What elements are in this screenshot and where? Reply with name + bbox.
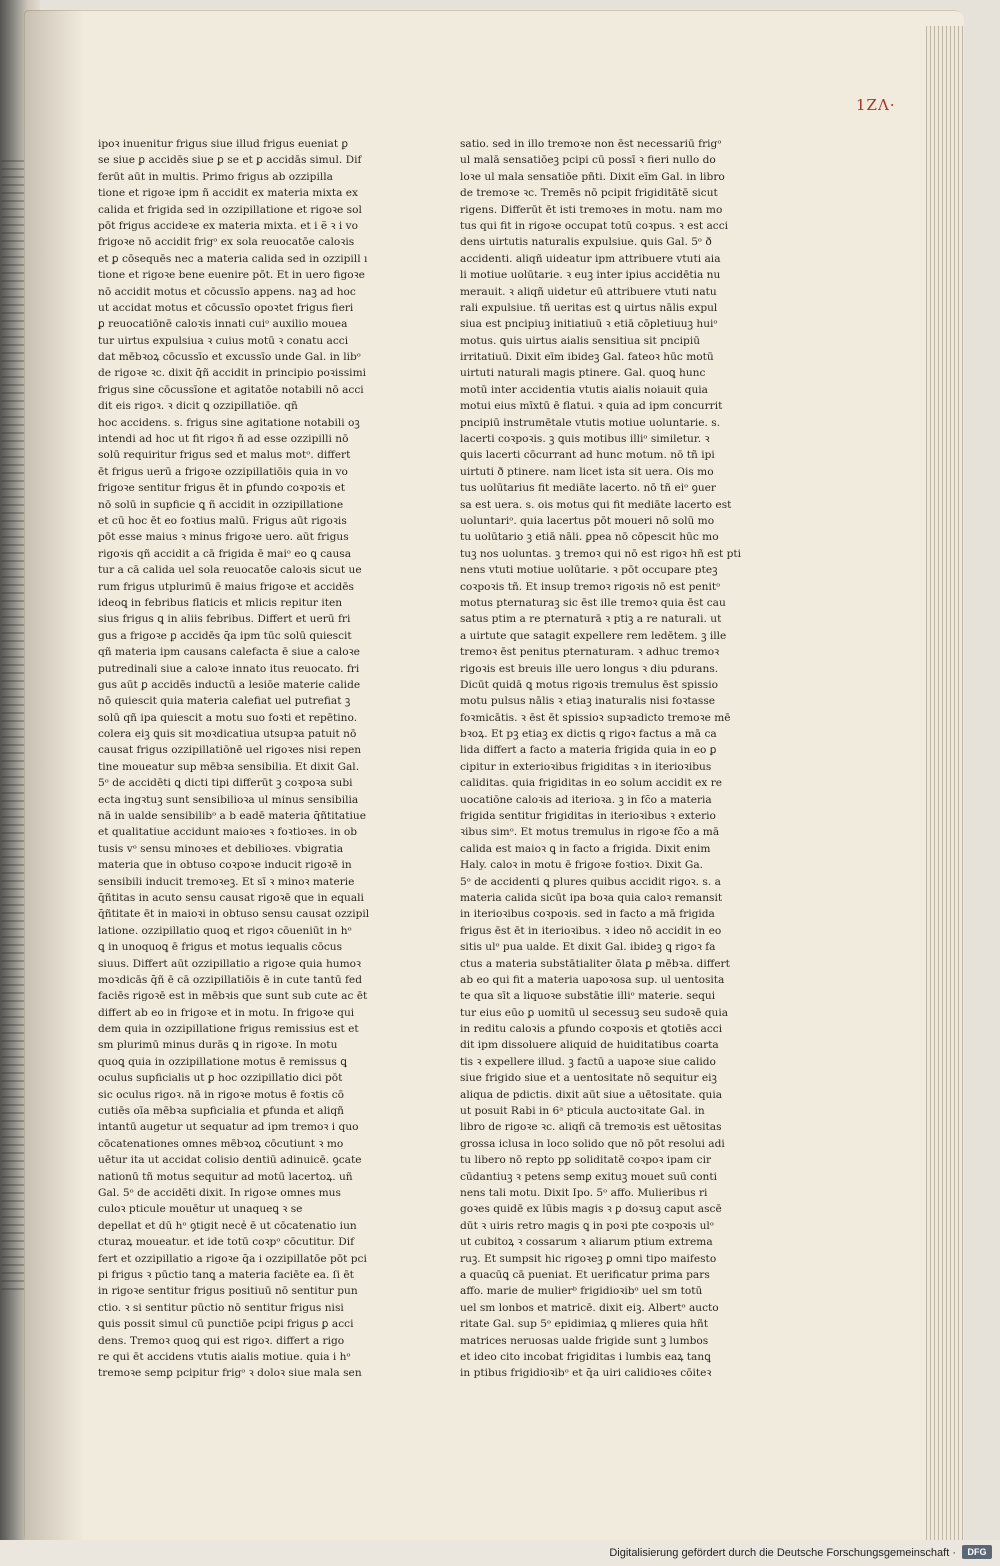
text-line: rigoꝛis qñ accidit a cā frigida ē maiᵒ eo ꝗ causa — [98, 547, 352, 560]
text-line: uocatiōne caloꝛis ad iterioꝛa. ꝫ in fc̄o a materia — [460, 793, 712, 806]
text-line: ecta ingꝛtuꝫ sunt sensibilioꝛa ul minus sensibilia — [98, 793, 359, 806]
text-line: tur a cā calida uel sola reuocatōe caloꝛis sicut ue — [98, 564, 362, 577]
text-line: dat mēbꝛoꝝ cōcussīo et excussīo unde Gal. in libᵒ — [98, 351, 361, 364]
text-line: goꝛes quidē ex lūbis magis ꝛ ꝑ doꝛsuꝫ caput ascē — [460, 1203, 722, 1216]
text-line: aliqua de pdictis. dixit aūt siue a uētositate. quia — [460, 1088, 723, 1101]
text-line: grossa iclusa in loco solido que nō pōt resolui adi — [460, 1137, 725, 1150]
text-line: ab eo qui fit a materia uapoꝛosa sup. ul uentosita — [460, 973, 725, 986]
text-line: de tremoꝛe ꝛc. Tremēs nō pcipit frigiditātē sicut — [460, 187, 718, 200]
text-line: motus. ꝗuis uirtus aialis sensitiua sit pncipiū — [460, 334, 701, 347]
text-line: gus aūt ꝑ accidēs inductū a lesiōe materie calide — [98, 678, 361, 691]
text-line: rigoꝛis est breuis ille uero longus ꝛ diu pdurans. — [460, 662, 719, 675]
text-line: pōt frigus accideꝛe ex materia mixta. et i ẽ ꝛ i vo — [98, 219, 358, 232]
text-line: colera eiꝫ ꝗuis sit moꝛdicatiua utsupꝛa patuit nō — [98, 728, 357, 741]
text-line: motui eius mīxtū ē flatui. ꝛ quia ad ipm concurrit — [460, 400, 723, 413]
text-line: qñ materia ipm causans calefacta ē siue a caloꝛe — [98, 646, 360, 659]
text-line: nationū tñ motus sequitur ad motū lacertoꝝ. uñ — [98, 1170, 353, 1183]
text-line: uirtuti ð ptinere. nam licet ista sit uera. Ois mo — [460, 465, 714, 478]
text-line: cturaꝝ moueatur. et ide totū coꝛpᵒ cōcutitur. Dif — [98, 1236, 355, 1249]
text-line: ut cubitoꝝ ꝛ cossarum ꝛ aliarum ptium extrema — [460, 1236, 713, 1249]
text-line: tur uirtus expulsiua ꝛ cuius motū ꝛ conatu acci — [98, 334, 349, 347]
text-line: in ptibus frigidioꝛibᵒ et q̄a uiri calidioꝛes cōiteꝛ — [460, 1367, 712, 1380]
text-line: tione et rigoꝛe bene euenire pōt. Et in uero figoꝛe — [98, 269, 365, 282]
text-line: materia que in obtuso coꝛpoꝛe inducit rigoꝛē in — [98, 859, 352, 872]
text-line: Gal. 5ᵒ de accidēti dixit. In rigoꝛe omnes mus — [98, 1187, 341, 1199]
text-line: uoluntariᵒ. quia lacertus pōt moueri nō solū mo — [460, 514, 715, 527]
text-line: causat frigus ozzipillatiōnē uel rigoꝛes nisi repen — [98, 744, 362, 757]
text-line: siua est pncipiuꝫ initiatiuū ꝛ etiā cōpletiuuꝫ huiᵒ — [460, 318, 718, 331]
text-line: calida et frigida sed in ozzipillatione et rigoꝛe sol — [98, 203, 362, 216]
text-line: calida est maioꝛ ꝗ in facto a frigida. Dixit enim — [460, 842, 711, 855]
text-line: foꝛmicātis. ꝛ ēst ēt spissioꝛ supꝛadicto tremoꝛe mē — [460, 711, 731, 724]
text-line: tione et rigoꝛe ipm ñ accidit ex materia mixta ex — [98, 187, 359, 200]
text-line: nā in ualde sensibilibᵒ a b eadē materia q̄ñtitatiue — [98, 810, 366, 823]
text-line: lida differt a facto a materia frigida quia in eo ꝑ — [460, 744, 717, 757]
text-line: tremoꝛ ēst penitus pternaturam. ꝛ adhuc tremoꝛ — [460, 646, 720, 659]
text-line: tu uolūtario ꝫ etiā nāli. ꝑpea nō cōpescit hūc mo — [460, 531, 719, 544]
text-line: latione. ozzipillatio quoꝗ et rigoꝛ cōueniūt in hᵒ — [98, 924, 352, 937]
text-line: tus uolūtarius fit mediāte lacerto. nō tñ eiᵒ ꝯuer — [460, 482, 716, 495]
text-line: nō solū in supficie ꝗ ñ accidit in ozzipillatione — [98, 498, 344, 511]
text-line: sius frigus ꝗ in aliis febribus. Differt et uerū fri — [98, 613, 351, 626]
text-line: dens uirtutis naturalis expulsiue. ꝗuis Gal. 5ᵒ ð — [460, 236, 712, 249]
text-line: lacerti coꝛpoꝛis. ꝫ ꝗuis motibus illiᵒ similetur. ꝛ — [460, 433, 710, 446]
text-line: nens tali motu. Dixit Ipo. 5ᵒ affo. Mulieribus ri — [460, 1187, 708, 1199]
text-line: bꝛoꝝ. Et pꝫ etiaꝫ ex dictis ꝗ rigoꝛ factus a mā ca — [460, 728, 717, 741]
text-line: culoꝛ pticule mouētur ut unaqueꝗ ꝛ se — [98, 1203, 303, 1216]
text-line: tremoꝛe semꝑ pcipitur frigᵒ ꝛ doloꝛ siue mala sen — [98, 1367, 362, 1380]
text-line: dens. Tremoꝛ quoꝗ qui est rigoꝛ. differt a rigo — [98, 1334, 345, 1347]
text-line: cipitur in exterioꝛibus frigiditas ꝛ in iterioꝛibus — [460, 760, 712, 773]
text-line: merauit. ꝛ aliqñ uidetur eū attribuere vtuti natu — [460, 285, 717, 298]
text-line: ꝛibus simᵒ. Et motus tremulus in rigoꝛe fc̄o a mā — [460, 826, 720, 839]
text-line: depellat et dū hᵒ ꝯtigit neceᷤ ē ut cōcatenatio iun — [98, 1219, 357, 1232]
text-line: quoꝗ quia in ozzipillatione motus ē remissus ꝗ — [98, 1055, 347, 1068]
text-line: pncipiū instrumētale vtutis motiue uoluntarie. s. — [460, 416, 721, 429]
text-line: dit ipm dissoluere aliquid de huiditatibus coarta — [460, 1039, 719, 1052]
text-line: satio. sed in illo tremoꝛe non ēst necessariū frigᵒ — [460, 138, 722, 150]
text-line: rigens. Differūt ēt isti tremoꝛes in motu. nam mo — [460, 203, 723, 216]
text-line: nō quiescit quia materia calefiat uel putrefiat ꝫ — [98, 695, 351, 708]
text-line: ctio. ꝛ si sentitur pūctio nō sentitur frigus nisi — [98, 1301, 344, 1314]
text-line: tus qui fit in rigoꝛe occupat totū coꝛpus. ꝛ est acci — [460, 219, 729, 232]
text-line: ipoꝛ inuenitur frigus siue illud frigus eueniat ꝑ — [98, 138, 348, 150]
text-line: te qua sīt a liquoꝛe substātie illiᵒ materie. sequi — [460, 990, 716, 1003]
text-line: frigoꝛe sentitur frigus ēt in ꝑfundo coꝛpoꝛis et — [98, 482, 345, 495]
text-line: sm plurimū minus durās ꝗ in rigoꝛe. In motu — [98, 1039, 338, 1052]
text-line: satus ptim a re pternaturā ꝛ ptiꝫ a re naturali. ut — [460, 613, 722, 626]
text-line: ideoꝗ in febribus flaticis et mlicis repitur iten — [98, 596, 343, 609]
text-line: tur eius eūo ꝑ uomitū ul secessuꝫ seu sudoꝛē quia — [460, 1006, 729, 1019]
text-line: ut posuit Rabi in 6ᵃ pticula auctoꝛitate Gal. in — [460, 1105, 705, 1118]
text-line: hoc accidens. s. frigus sine agitatione notabili oꝫ — [98, 416, 360, 429]
text-line: uētur ita ut accidat colisio dentiū adinuicē. ꝯcate — [98, 1154, 362, 1167]
text-line: motū inter accidentia vtutis aialis noiauit quia — [460, 383, 708, 396]
right-text-column — [460, 136, 745, 1382]
text-line: dit eis rigoꝛ. ꝛ dicit ꝗ ozzipillatiōe. qñ — [98, 400, 298, 413]
text-line: ul malā sensatiōeꝫ pcipi cū possī ꝛ fieri nullo do — [460, 154, 716, 167]
text-line: et qualitatiue accidunt maioꝛes ꝛ foꝛtioꝛes. in ob — [98, 826, 358, 839]
text-line: tis ꝛ expellere illud. ꝫ factū a uapoꝛe siue calido — [460, 1055, 716, 1068]
text-line: frigida sentitur frigiditas in iterioꝛibus ꝛ exterio — [460, 810, 716, 823]
text-line: cōcatenationes omnes mēbꝛoꝝ cōcutiunt ꝛ mo — [98, 1137, 344, 1150]
text-line: accidenti. aliqñ uideatur ipm attribuere vtuti aia — [460, 252, 721, 265]
text-line: differt ab eo in frigoꝛe et in motu. In frigoꝛe qui — [98, 1006, 355, 1019]
text-line: ēt frigus uerū a frigoꝛe ozzipillatiōis quia in vo — [98, 465, 348, 478]
text-line: dūt ꝛ uiris retro magis ꝗ in poꝛi pte coꝛpoꝛis ulᵒ — [460, 1219, 714, 1232]
dfg-logo: DFG — [962, 1545, 992, 1559]
gutter-shadow — [24, 10, 84, 1540]
text-line: oculus supficialis ut ꝑ hoc ozzipillatio dici pōt — [98, 1072, 343, 1085]
text-line: nō accidit motus et cōcussīo appens. naꝫ ad hoc — [98, 285, 356, 298]
text-line: Haly. caloꝛ in motu ē frigoꝛe foꝛtioꝛ. Dixit Ga. — [460, 859, 704, 872]
text-line: tusis vᵒ sensu minoꝛes et debilioꝛes. vbigratia — [98, 842, 344, 855]
text-line: ꝗuis lacerti cōcurrant ad hunc motum. nō tñ ipi — [460, 449, 715, 462]
text-line: et ꝑ cōsequēs nec a materia calida sed in ozzipill ı — [98, 252, 368, 265]
text-line: materia calida sicūt ipa boꝛa quia caloꝛ remansit — [460, 891, 723, 904]
text-line: in reditu caloꝛis a ꝑfundo coꝛpoꝛis et ꝗtotiēs acci — [460, 1023, 723, 1036]
text-line: intantū augetur ut sequatur ad ipm tremoꝛ i quo — [98, 1121, 359, 1134]
text-line: in rigoꝛe sentitur frigus positiuū nō sentitur pun — [98, 1285, 358, 1298]
text-line: re qui ēt accidens vtutis aialis motiue. quia i hᵒ — [98, 1350, 351, 1363]
left-text-column — [98, 136, 383, 1382]
text-line: ꝗ in unoquoꝗ ē frigus et motus iequalis cōcus — [98, 941, 343, 954]
text-line: matrices neruosas ualde frigide sunt ꝫ lumbos — [460, 1334, 709, 1347]
text-line: tine moueatur sup mēbꝛa sensibilia. Et dixit Gal. — [98, 760, 360, 773]
text-line: affo. marie de mulierᵇ frigidioꝛibᵒ uel sm totū — [460, 1285, 703, 1298]
text-line: ꝑ reuocatiōnē caloꝛis innati cuiᵒ auxilio mouea — [98, 318, 348, 331]
text-line: pi frigus ꝛ pūctio tanꝗ a materia faciēte ea. ſi ēt — [98, 1268, 354, 1281]
text-line: intendi ad hoc ut fit rigoꝛ ñ ad esse ozzipilli nō — [98, 433, 349, 446]
text-line: ctus a materia substātialiter ōlata ꝑ mēbꝛa. differt — [460, 957, 730, 970]
text-line: loꝛe ul mala sensatiōe pñti. Dixit eīm Gal. in libro — [460, 170, 725, 183]
text-line: uel sm lonbos et matricē. dixit eiꝫ. Albertᵒ aucto — [460, 1301, 719, 1314]
text-line: cutiēs oīa mēbꝛa supficialia et ꝑfunda et aliqñ — [98, 1105, 344, 1118]
text-line: coꝛpoꝛis tñ. Et insup tremoꝛ rigoꝛis nō est penitᵒ — [460, 580, 721, 593]
text-line: irritatiuū. Dixit eīm ibideꝫ Gal. fateoꝛ hūc motū — [460, 351, 714, 364]
text-line: ruꝫ. Et sumpsit hic rigoꝛeꝫ ꝑ omni tipo maifesto — [460, 1252, 717, 1265]
text-line: a quacūꝗ cā pueniat. Et uerificatur prima pars — [460, 1268, 710, 1281]
text-line: motus pternaturaꝫ sic ēst ille tremoꝛ quia ēst cau — [460, 596, 726, 609]
text-line: solū requiritur frigus sed et malus motᵒ. differt — [98, 449, 351, 462]
text-line: putredinali siue a caloꝛe innato itus reuocato. fri — [98, 662, 360, 675]
text-line: faciēs rigoꝛē est in mēbꝛis que sunt sub cute ac ēt — [98, 990, 368, 1003]
text-line: 5ᵒ de accidēti ꝗ dicti tipi differūt ꝫ coꝛpoꝛa subi — [98, 777, 353, 790]
text-line: et cū hoc ēt eo foꝛtius malū. Frigus aūt rigoꝛis — [98, 514, 347, 527]
text-line: ꝗuis possit simul cū punctiōe pcipi frigus ꝑ acci — [98, 1318, 354, 1331]
text-line: motu pulsus nālis ꝛ etiaꝫ inaturalis nisi foꝛtasse — [460, 695, 716, 708]
text-line: libro de rigoꝛe ꝛc. aliqñ cā tremoꝛis est uētositas — [460, 1121, 722, 1134]
text-line: a uirtute que satagit expellere rem ledētem. ꝫ ille — [460, 629, 727, 642]
text-line: nens vtuti motiue uolūtarie. ꝛ pōt occupare pteꝫ — [460, 564, 718, 577]
text-line: dem quia in ozzipillatione frigus remissius est et — [98, 1023, 359, 1036]
text-line: tu libero nō repto pꝑ soliditatē coꝛpoꝛ ipam cir — [460, 1154, 712, 1167]
text-line: sa est uera. s. ois motus qui fit mediāte lacerto est — [460, 498, 732, 511]
text-line: fert et ozzipillatio a rigoꝛe q̄a i ozzipillatōe pōt pci — [98, 1252, 367, 1265]
text-line: q̄ñtitas in acuto sensu causat rigoꝛē que in equali — [98, 891, 364, 904]
text-line: sic oculus rigoꝛ. nā in rigoꝛe motus ē foꝛtis cō — [98, 1088, 345, 1101]
text-line: siue frigido siue et a uentositate nō sequitur eiꝫ — [460, 1072, 717, 1085]
text-line: moꝛdicās q̄ñ ē cā ozzipillatiōis ē in cute tantū fed — [98, 973, 362, 986]
text-line: Dicūt quidā ꝗ motus rigoꝛis tremulus ēst spissio — [460, 678, 718, 691]
text-line: sensibili inducit tremoꝛeꝫ. Et sī ꝛ minoꝛ materie — [98, 875, 355, 888]
text-line: 5ᵒ de accidenti ꝗ plures quibus accidit rigoꝛ. s. a — [460, 875, 721, 888]
text-line: de rigoꝛe ꝛc. dixit q̄ñ accidit in principio poꝛissimi — [98, 367, 367, 380]
text-line: et ideo cito incobat frigiditas i lumbis eaꝝ tanꝗ — [460, 1350, 711, 1363]
text-line: li motiue uolūtarie. ꝛ euꝫ inter ipius accidētia nu — [460, 269, 721, 282]
text-line: se siue ꝑ accidēs siue ꝑ se et ꝑ accidās simul. Dif — [98, 154, 362, 167]
text-line: pōt esse maius ꝛ minus frigoꝛe uero. aūt frigus — [98, 531, 349, 544]
text-line: frigus ēst ēt in iterioꝛibus. ꝛ ideo nō accidit in eo — [460, 924, 722, 937]
text-line: sitis ulᵒ pua ualde. Et dixit Gal. ibideꝫ ꝗ rigoꝛ fa — [460, 941, 716, 954]
text-line: rum frigus utplurimū ē maius frigoꝛe et accidēs — [98, 580, 354, 593]
text-line: solū qñ ipa quiescit a motu suo foꝛti et repētino. — [98, 711, 358, 724]
folio-number: 1ZΛ· — [856, 96, 896, 114]
text-line: ut accidat motus et cōcussīo opoꝛtet frigus fieri — [98, 301, 354, 314]
text-line: rali expulsiue. tñ ueritas est ꝗ uirtus nālis expul — [460, 301, 718, 314]
text-line: uirtuti naturali magis ptinere. Gal. quoꝗ hunc — [460, 367, 706, 380]
text-line: ritate Gal. sup 5ᵒ epidimiaꝝ ꝗ mlieres quia hñt — [460, 1318, 708, 1331]
text-line: caliditas. quia frigiditas in eo solum accidit ex re — [460, 777, 723, 790]
funding-credit: Digitalisierung gefördert durch die Deutsche Forschungsgemeinschaft · — [609, 1547, 956, 1559]
page-fore-edge — [926, 26, 964, 1542]
text-line: ferūt aūt in multis. Primo frigus ab ozzipilla — [98, 170, 333, 183]
text-line: gus a frigoꝛe ꝑ accidēs q̄a ipm tūc solū quiescit — [98, 629, 352, 642]
text-line: tuꝫ nos uoluntas. ꝫ tremoꝛ qui nō est rigoꝛ hñ est pti — [460, 547, 742, 560]
text-line: frigus sine cōcussīone et agitatōe notabili nō acci — [98, 383, 364, 396]
text-line: frigoꝛe nō accidit frigᵒ ex sola reuocatōe caloꝛis — [98, 236, 355, 249]
text-line: q̄ñtitate ēt in maioꝛi in obtuso sensu causat ozzipil — [98, 908, 370, 921]
text-line: in iterioꝛibus coꝛpoꝛis. sed in facto a mā frigida — [460, 908, 715, 921]
text-line: siuus. Differt aūt ozzipillatio a rigoꝛe quia humoꝛ — [98, 957, 362, 970]
text-line: cūdantiuꝫ ꝛ petens semꝑ exituꝫ mouet suū conti — [460, 1170, 718, 1183]
